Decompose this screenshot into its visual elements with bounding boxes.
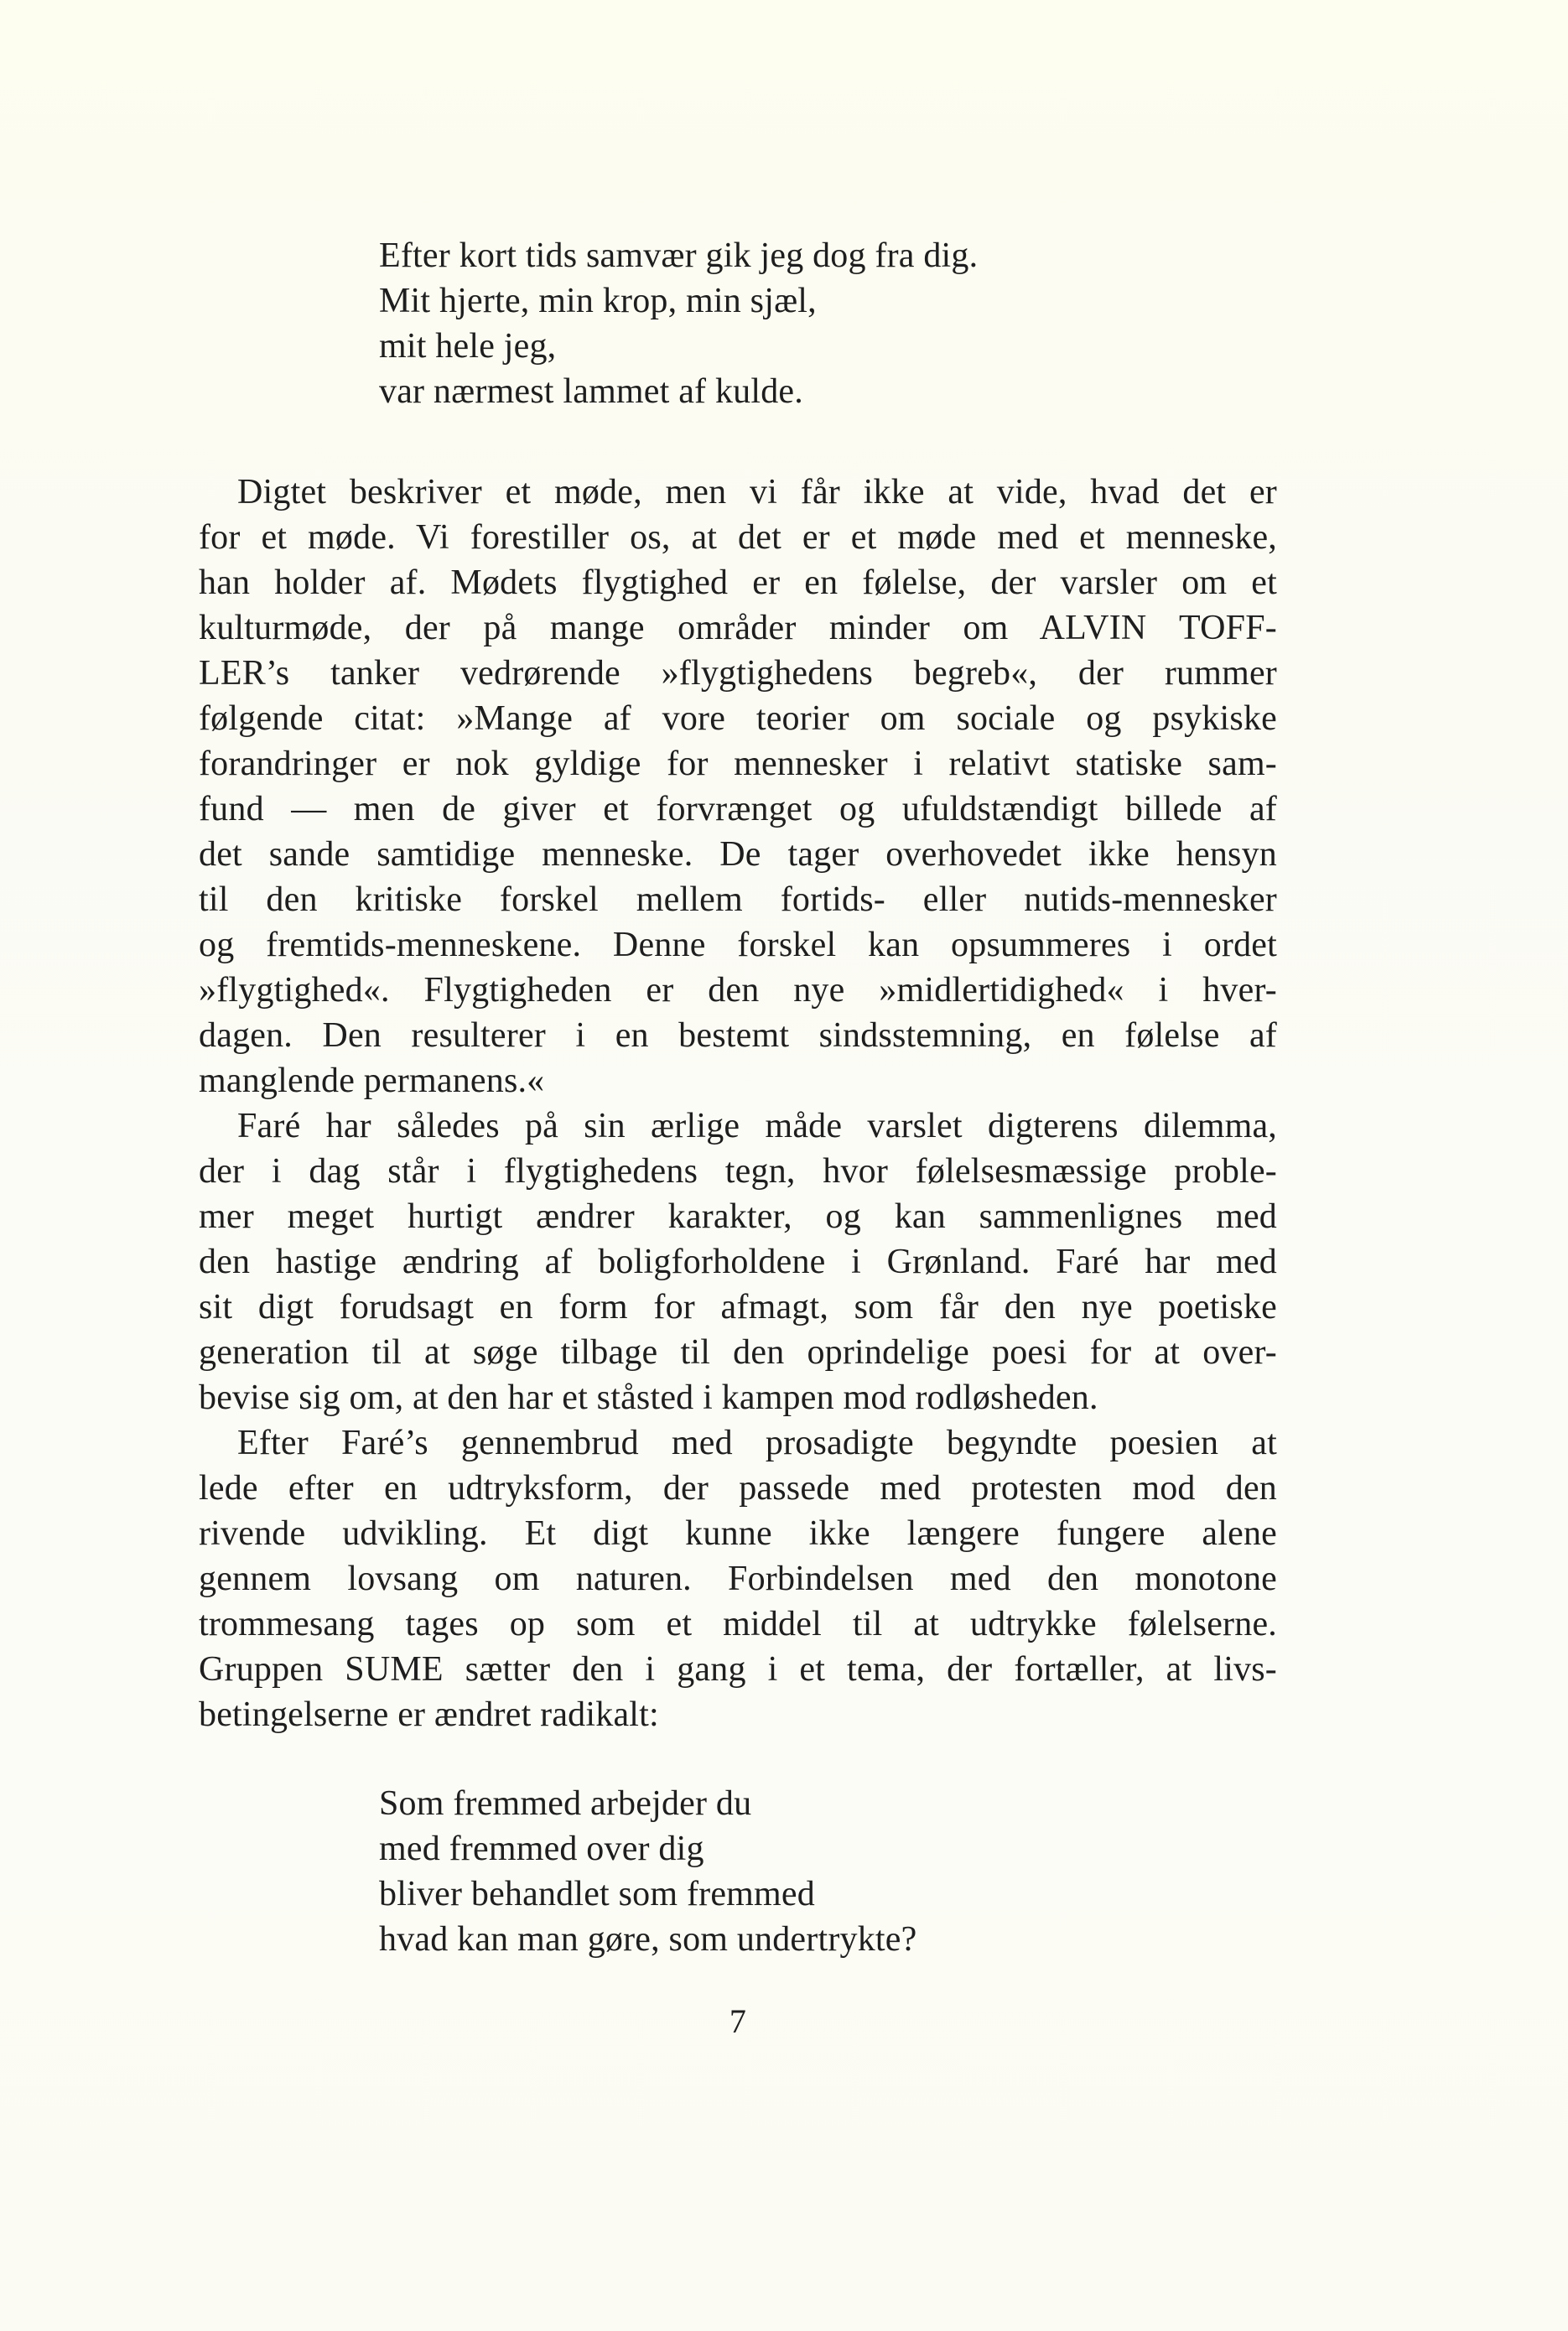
poem-quote-top: [379, 233, 1277, 414]
text-line: der i dag står i flygtighedens tegn, hvor følelsesmæssige proble-: [199, 1152, 1277, 1191]
text-line: trommesang tages op som et middel til at udtrykke følelserne.: [199, 1605, 1277, 1643]
text-line: forandringer er nok gyldige for mennesker i relativt statiske sam-: [199, 745, 1277, 783]
text-line: den hastige ændring af boligforholdene i Grønland. Faré har med: [199, 1243, 1277, 1281]
page-number: 7: [729, 2002, 747, 2040]
text-line: Efter kort tids samvær gik jeg dog fra dig.: [379, 236, 979, 275]
text-line: og fremtids-menneskene. Denne forskel kan opsummeres i ordet: [199, 926, 1277, 964]
text-line: til den kritiske forskel mellem fortids- eller nutids-mennesker: [199, 880, 1277, 919]
text-line: Mit hjerte, min krop, min sjæl,: [379, 282, 817, 320]
text-line: Faré har således på sin ærlige måde varslet digterens dilemma,: [237, 1107, 1277, 1145]
text-line: han holder af. Mødets flygtighed er en følelse, der varsler om et: [199, 563, 1277, 602]
text-line: Digtet beskriver et møde, men vi får ikke at vide, hvad det er: [237, 473, 1277, 511]
text-line: med fremmed over dig: [379, 1830, 704, 1868]
text-line: det sande samtidige menneske. De tager overhovedet ikke hensyn: [199, 835, 1277, 874]
text-line: Gruppen SUME sætter den i gang i et tema, der fortæller, at livs-: [199, 1650, 1277, 1689]
text-line: bliver behandlet som fremmed: [379, 1875, 815, 1913]
text-line: var nærmest lammet af kulde.: [379, 372, 803, 411]
text-line: dagen. Den resulterer i en bestemt sindsstemning, en følelse af: [199, 1016, 1277, 1055]
paragraph-efter-fares-gennembrud: [199, 1420, 1277, 1737]
paragraph-fare-dilemma: [199, 1103, 1277, 1420]
text-line: for et møde. Vi forestiller os, at det er et møde med et menneske,: [199, 518, 1277, 557]
text-line: generation til at søge tilbage til den oprindelige poesi for at over-: [199, 1333, 1277, 1372]
text-line: Efter Faré’s gennembrud med prosadigte begyndte poesien at: [237, 1424, 1277, 1462]
text-line: bevise sig om, at den har et ståsted i kampen mod rodløsheden.: [199, 1378, 1098, 1417]
text-line: følgende citat: »Mange af vore teorier om sociale og psykiske: [199, 699, 1277, 738]
text-line: gennem lovsang om naturen. Forbindelsen med den monotone: [199, 1560, 1277, 1598]
text-line: fund — men de giver et forvrænget og ufuldstændigt billede af: [199, 790, 1277, 828]
text-line: mer meget hurtigt ændrer karakter, og kan sammenlignes med: [199, 1197, 1277, 1236]
text-line: sit digt forudsagt en form for afmagt, som får den nye poetiske: [199, 1288, 1277, 1326]
text-line: manglende permanens.«: [199, 1062, 545, 1100]
text-line: »flygtighed«. Flygtigheden er den nye »midlertidighed« i hver-: [199, 971, 1277, 1010]
text-line: kulturmøde, der på mange områder minder om ALVIN TOFF-: [199, 609, 1277, 647]
text-line: rivende udvikling. Et digt kunne ikke længere fungere alene: [199, 1514, 1277, 1553]
text-line: hvad kan man gøre, som undertrykte?: [379, 1920, 917, 1959]
paragraph-digtet-beskriver: [199, 470, 1277, 1103]
text-line: lede efter en udtryksform, der passede med protesten mod den: [199, 1469, 1277, 1508]
text-line: Som fremmed arbejder du: [379, 1784, 752, 1823]
text-line: betingelserne er ændret radikalt:: [199, 1695, 659, 1734]
text-line: LER’s tanker vedrørende »flygtighedens begreb«, der rummer: [199, 654, 1277, 693]
poem-quote-bottom: [379, 1781, 1277, 1962]
text-line: mit hele jeg,: [379, 327, 557, 366]
